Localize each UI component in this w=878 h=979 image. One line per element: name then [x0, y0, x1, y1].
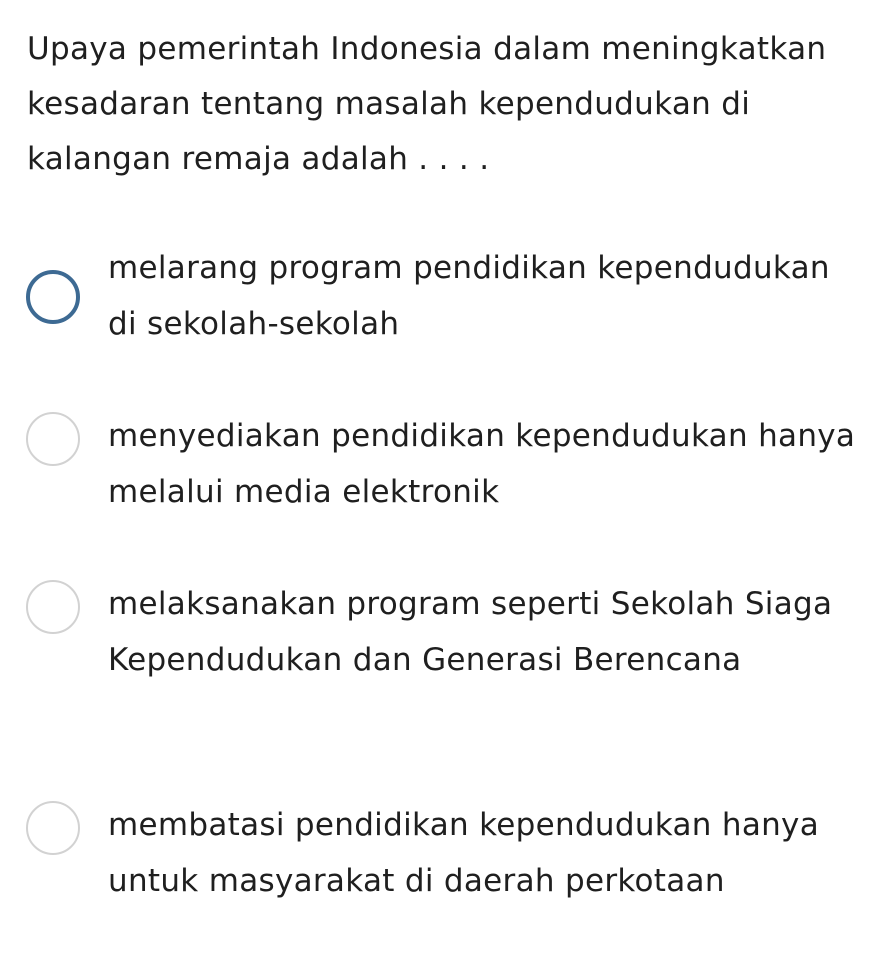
radio-button[interactable] [26, 580, 80, 634]
radio-button[interactable] [26, 412, 80, 466]
radio-button[interactable] [26, 801, 80, 855]
option-b-label: menyediakan pendidikan kependudukan hanya melalui media elektronik [108, 418, 856, 510]
option-a-label: melarang program pendidikan kependudukan di sekolah-sekolah [108, 250, 830, 342]
radio-button-selected[interactable] [26, 270, 80, 324]
question-text: Upaya pemerintah Indonesia dalam meningkatkan kesadaran tentang masalah kependudukan di kalangan remaja adalah . . . . [27, 31, 827, 177]
option-c-label: melaksanakan program seperti Sekolah Siaga Kependudukan dan Generasi Berencana [108, 586, 833, 678]
option-d-label: membatasi pendidikan kependudukan hanya untuk masyarakat di daerah perkotaan [108, 807, 820, 899]
